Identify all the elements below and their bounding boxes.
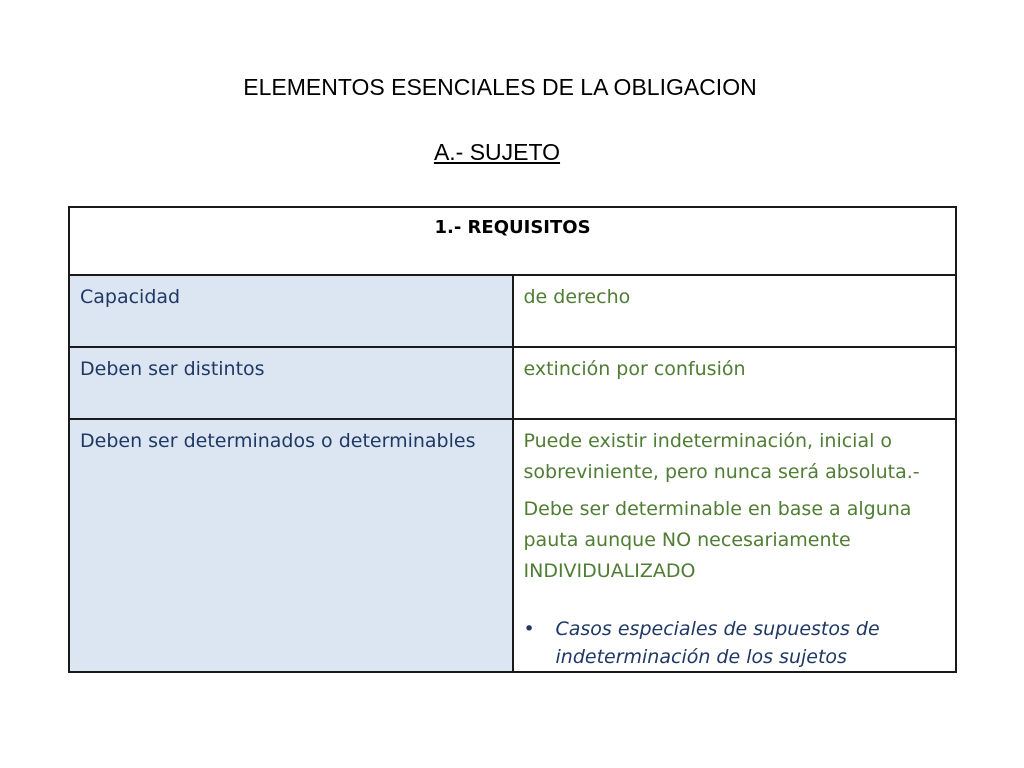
requirement-label: Deben ser distintos	[69, 347, 513, 419]
table-row	[69, 419, 956, 672]
page-title: ELEMENTOS ESENCIALES DE LA OBLIGACION	[243, 74, 757, 100]
table-row	[69, 347, 956, 419]
requirement-label: Capacidad	[69, 275, 513, 347]
requirement-content	[513, 419, 957, 672]
list-item	[524, 615, 942, 671]
bullet-list	[524, 615, 942, 671]
content-paragraph: Puede existir indeterminación, inicial o sobreviniente, pero nunca será absoluta.-	[523, 430, 920, 483]
bullet-text: Casos especiales de supuestos de indeterminación de los sujetos	[555, 618, 880, 668]
table-row	[69, 275, 956, 347]
requirement-label: Deben ser determinados o determinables	[69, 419, 513, 672]
bullet-icon: •	[523, 618, 535, 640]
requirement-content: extinción por confusión	[513, 347, 957, 419]
content-paragraph: Debe ser determinable en base a alguna pauta aunque NO necesariamente INDIVIDUALIZADO	[523, 498, 912, 582]
table-header: 1.- REQUISITOS	[69, 207, 956, 275]
section-subtitle: A.- SUJETO	[433, 139, 561, 165]
table-header-row	[69, 207, 956, 275]
requirements-table	[68, 206, 957, 673]
requirement-content: de derecho	[513, 275, 957, 347]
